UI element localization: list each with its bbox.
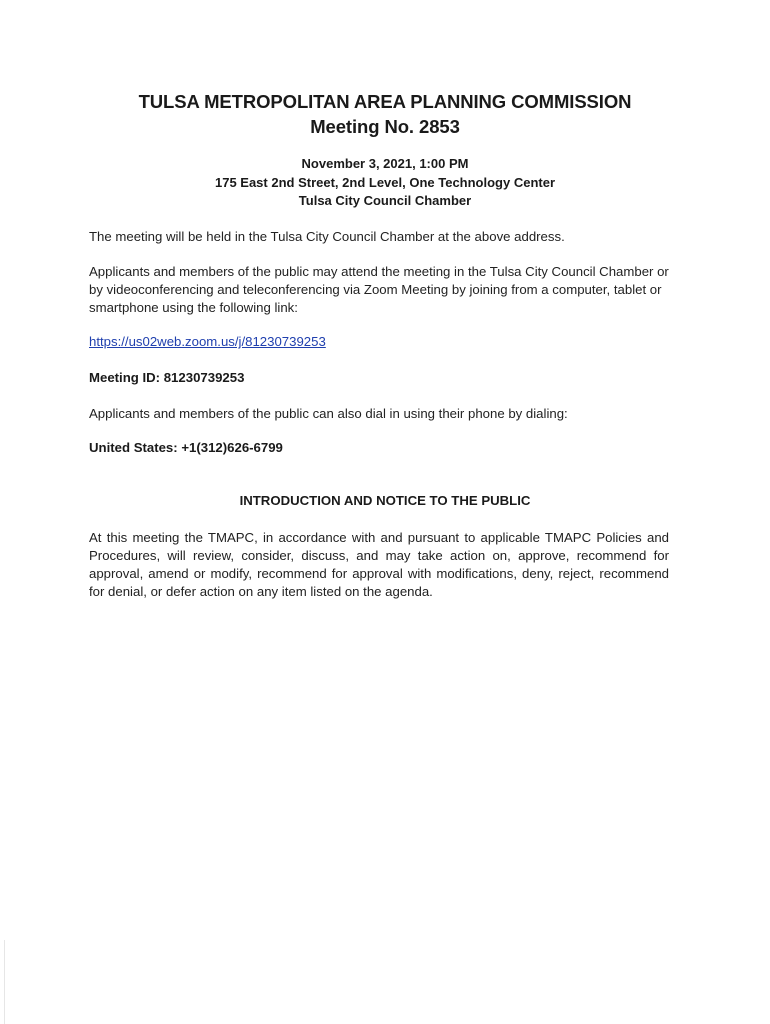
scan-edge-line	[4, 940, 5, 1024]
attendance-paragraph: Applicants and members of the public may attend the meeting in the Tulsa City Council Chamber or by videoconferencing and teleconferencing via Zoom Meeting by joining from a computer, tablet or smartphone using the following link:	[89, 264, 669, 315]
meeting-venue: Tulsa City Council Chamber	[298, 193, 472, 208]
dial-in-paragraph: Applicants and members of the public can also dial in using their phone by dialing:	[89, 406, 568, 421]
notice-paragraph: At this meeting the TMAPC, in accordance with and pursuant to applicable TMAPC Policies and Procedures, will review, consider, discuss, and may take action on, approve, recommend for approval, amend or modify, recommend for approval with modifications, deny, reject, recommend for denial, or defer action on any item listed on the agenda.	[89, 530, 669, 599]
dial-in-phone: United States: +1(312)626-6799	[89, 440, 283, 455]
commission-title: TULSA METROPOLITAN AREA PLANNING COMMISSION	[138, 91, 632, 112]
meeting-date-time: November 3, 2021, 1:00 PM	[301, 156, 469, 171]
section-heading: INTRODUCTION AND NOTICE TO THE PUBLIC	[239, 493, 531, 508]
meeting-number: Meeting No. 2853	[310, 116, 460, 137]
meeting-id: Meeting ID: 81230739253	[89, 370, 245, 385]
location-paragraph: The meeting will be held in the Tulsa City Council Chamber at the above address.	[89, 229, 565, 244]
meeting-address: 175 East 2nd Street, 2nd Level, One Technology Center	[214, 175, 556, 190]
zoom-link[interactable]: https://us02web.zoom.us/j/81230739253	[89, 334, 326, 349]
